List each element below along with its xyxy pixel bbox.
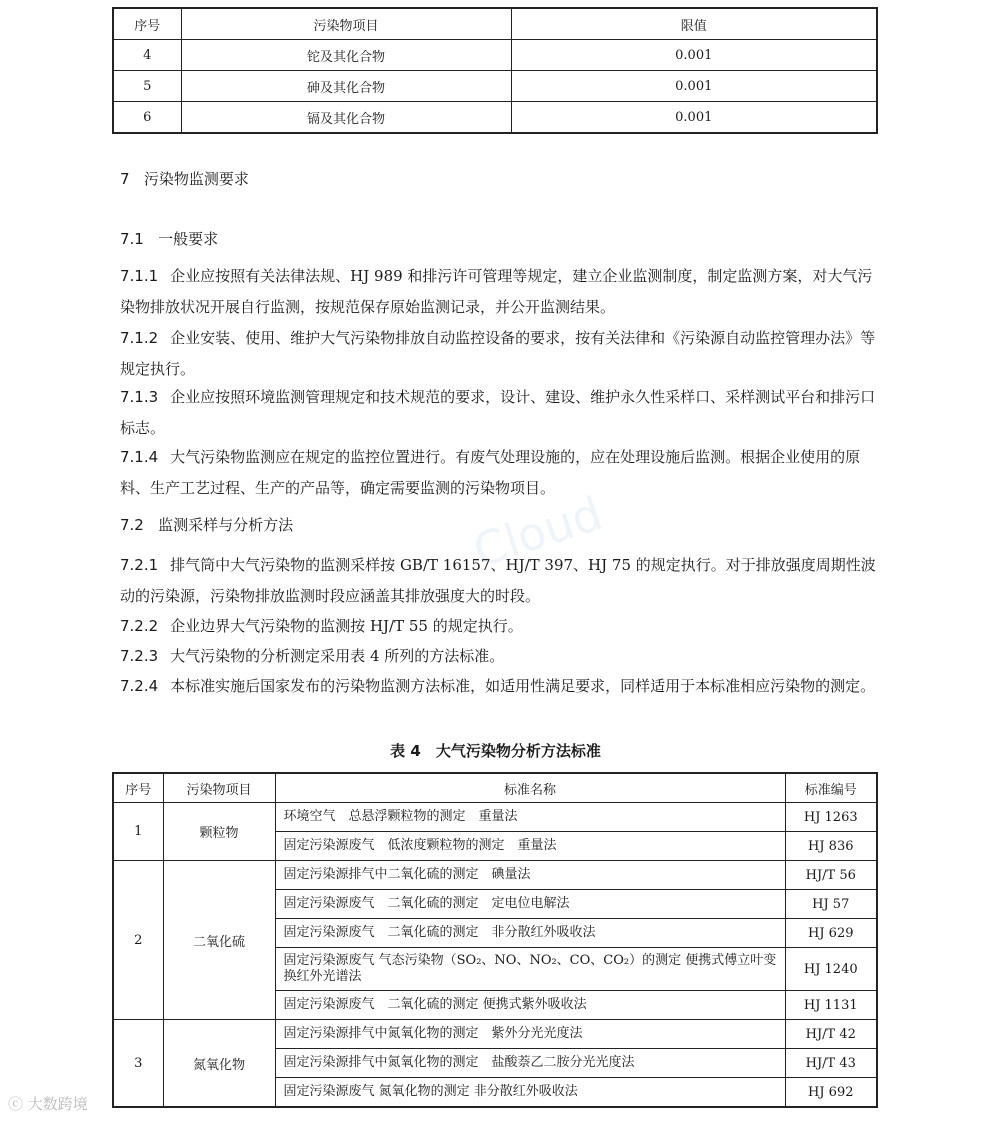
cell-pollutant: 铊及其化合物 [181,40,511,71]
limits-table [112,7,878,134]
para-7-2-3: 7.2.3 大气污染物的分析测定采用表 4 所列的方法标准。 [120,647,505,665]
cell-standard-name: 环境空气 总悬浮颗粒物的测定 重量法 [275,803,785,832]
cell-no: 1 [113,803,163,861]
cell-standard-code: HJ/T 43 [785,1049,877,1078]
table-row [113,71,877,102]
cell-pollutant: 砷及其化合物 [181,71,511,102]
cell-pollutant: 氮氧化物 [163,1020,275,1108]
header-pollutant: 污染物项目 [181,8,511,40]
cell-standard-code: HJ/T 56 [785,861,877,890]
cell-pollutant: 镉及其化合物 [181,102,511,134]
section-7-heading: 7 污染物监测要求 [120,170,249,188]
table-4-caption: 表 4 大气污染物分析方法标准 [390,742,601,760]
cell-standard-code: HJ 836 [785,832,877,861]
cell-standard-name: 固定污染源废气 二氧化硫的测定 非分散红外吸收法 [275,919,785,948]
cell-standard-code: HJ 57 [785,890,877,919]
table-row [113,861,877,890]
cell-limit: 0.001 [511,102,877,134]
cell-pollutant: 颗粒物 [163,803,275,861]
cell-standard-code: HJ 692 [785,1078,877,1108]
cell-no: 4 [113,40,181,71]
para-7-2-4: 7.2.4 本标准实施后国家发布的污染物监测方法标准，如适用性满足要求，同样适用于本标准相应污染物的测定。 [120,677,876,695]
table-row [113,1020,877,1049]
cell-no: 6 [113,102,181,134]
table-row [113,40,877,71]
methods-table [112,772,878,1108]
para-7-1-3: 7.1.3 企业应按照环境监测管理规定和技术规范的要求，设计、建设、维护永久性采样口、采样测试平台和排污口标志。 [120,388,876,437]
cell-standard-code: HJ 1131 [785,991,877,1020]
cell-standard-name: 固定污染源废气 二氧化硫的测定 定电位电解法 [275,890,785,919]
table-row [113,102,877,134]
cell-standard-name: 固定污染源废气 气态污染物（SO₂、NO、NO₂、CO、CO₂）的测定 便携式傅立叶变换红外光谱法 [275,948,785,991]
header-no: 序号 [113,773,163,803]
para-7-1-2: 7.1.2 企业安装、使用、维护大气污染物排放自动监控设备的要求，按有关法律和《污染源自动监控管理办法》等规定执行。 [120,329,876,378]
para-7-2-2: 7.2.2 企业边界大气污染物的监测按 HJ/T 55 的规定执行。 [120,617,523,635]
cell-standard-name: 固定污染源废气 低浓度颗粒物的测定 重量法 [275,832,785,861]
cell-standard-name: 固定污染源排气中氮氧化物的测定 盐酸萘乙二胺分光光度法 [275,1049,785,1078]
cell-standard-name: 固定污染源废气 氮氧化物的测定 非分散红外吸收法 [275,1078,785,1108]
header-limit: 限值 [511,8,877,40]
table-header-row [113,8,877,40]
para-7-1-1: 7.1.1 企业应按照有关法律法规、HJ 989 和排污许可管理等规定，建立企业监测制度，制定监测方案，对大气污染物排放状况开展自行监测，按规范保存原始监测记录，并公开监测结果。 [120,267,873,316]
cell-limit: 0.001 [511,71,877,102]
header-no: 序号 [113,8,181,40]
logo: ⓒ 大数跨境 [8,1095,88,1113]
cell-standard-name: 固定污染源排气中二氧化硫的测定 碘量法 [275,861,785,890]
cell-standard-code: HJ 629 [785,919,877,948]
cell-limit: 0.001 [511,40,877,71]
header-standard-name: 标准名称 [275,773,785,803]
para-7-1-4: 7.1.4 大气污染物监测应在规定的监控位置进行。有废气处理设施的，应在处理设施后监测。根据企业使用的原料、生产工艺过程、生产的产品等，确定需要监测的污染物项目。 [120,448,861,497]
table-row [113,803,877,832]
cell-pollutant: 二氧化硫 [163,861,275,1020]
watermark: Cloud [466,486,609,578]
section-7-2-heading: 7.2 监测采样与分析方法 [120,516,294,534]
cell-no: 5 [113,71,181,102]
header-pollutant: 污染物项目 [163,773,275,803]
table-header-row [113,773,877,803]
cell-standard-code: HJ/T 42 [785,1020,877,1049]
para-7-2-1: 7.2.1 排气筒中大气污染物的监测采样按 GB/T 16157、HJ/T 397、HJ 75 的规定执行。对于排放强度周期性波动的污染源，污染物排放监测时段应涵盖其排放强度大的时段。 [120,556,876,605]
cell-standard-name: 固定污染源排气中氮氧化物的测定 紫外分光光度法 [275,1020,785,1049]
header-standard-code: 标准编号 [785,773,877,803]
cell-standard-name: 固定污染源废气 二氧化硫的测定 便携式紫外吸收法 [275,991,785,1020]
logo-icon: ⓒ [8,1095,24,1113]
cell-standard-code: HJ 1263 [785,803,877,832]
section-7-1-heading: 7.1 一般要求 [120,230,219,248]
cell-no: 3 [113,1020,163,1108]
cell-standard-code: HJ 1240 [785,948,877,991]
cell-no: 2 [113,861,163,1020]
